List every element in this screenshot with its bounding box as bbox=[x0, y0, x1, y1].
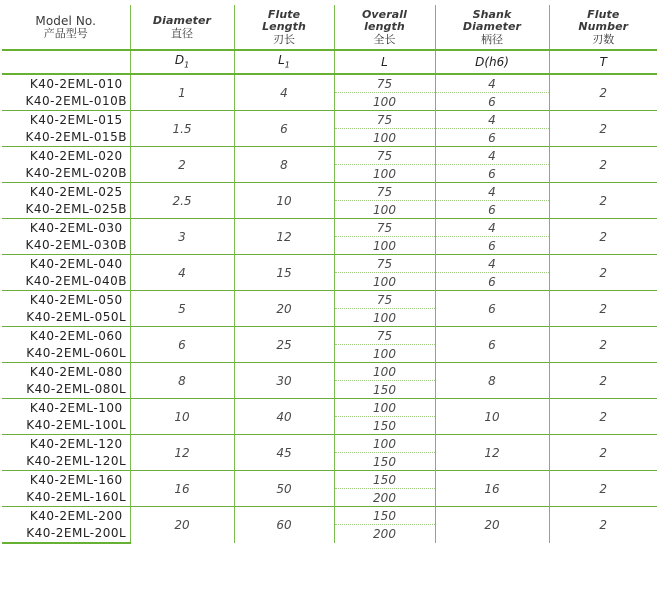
model-cell: K40-2EML-015B bbox=[25, 130, 127, 145]
header-flute-length-en1: Flute bbox=[267, 7, 301, 21]
header-shank-en1: Shank bbox=[472, 7, 512, 21]
diameter-cell: 2.5 bbox=[130, 183, 234, 219]
flute-length-cell: 12 bbox=[234, 219, 334, 255]
header-model bbox=[2, 5, 130, 50]
shank-cell: 6 bbox=[435, 327, 549, 363]
header-flute-number-en2: Number bbox=[578, 19, 629, 33]
header-flute-length-cn: 刃长 bbox=[273, 32, 295, 46]
overall-length-cell: 100 bbox=[334, 309, 435, 327]
flute-length-cell: 15 bbox=[234, 255, 334, 291]
shank-cell: 4 bbox=[435, 111, 549, 129]
overall-length-cell: 100 bbox=[334, 399, 435, 417]
overall-length-cell: 100 bbox=[334, 435, 435, 453]
shank-cell: 6 bbox=[435, 201, 549, 219]
model-cell: K40-2EML-010 bbox=[2, 74, 130, 93]
table-row bbox=[2, 327, 657, 345]
shank-cell: 4 bbox=[435, 147, 549, 165]
header-model-cn: 产品型号 bbox=[43, 26, 88, 40]
overall-length-cell: 100 bbox=[334, 93, 435, 111]
shank-cell: 16 bbox=[435, 471, 549, 507]
overall-length-cell: 100 bbox=[334, 363, 435, 381]
overall-length-cell: 75 bbox=[334, 74, 435, 93]
header-flute-number bbox=[549, 5, 657, 50]
header-shank-cn: 柄径 bbox=[481, 32, 503, 46]
symbol-overall-length: L bbox=[334, 50, 435, 74]
overall-length-cell: 150 bbox=[334, 471, 435, 489]
model-cell: K40-2EML-020B bbox=[25, 166, 127, 181]
model-cell: K40-2EML-030B bbox=[25, 238, 127, 253]
header-overall-length-en1: Overall bbox=[361, 7, 408, 21]
flute-number-cell: 2 bbox=[549, 183, 657, 219]
overall-length-cell: 150 bbox=[334, 381, 435, 399]
overall-length-cell: 75 bbox=[334, 219, 435, 237]
spec-table bbox=[2, 5, 657, 544]
shank-cell: 4 bbox=[435, 219, 549, 237]
overall-length-cell: 75 bbox=[334, 111, 435, 129]
header-shank-diameter bbox=[435, 5, 549, 50]
model-cell: K40-2EML-120L bbox=[26, 454, 127, 469]
overall-length-cell: 75 bbox=[334, 183, 435, 201]
overall-length-cell: 100 bbox=[334, 237, 435, 255]
shank-cell: 8 bbox=[435, 363, 549, 399]
overall-length-cell: 75 bbox=[334, 291, 435, 309]
model-cell: K40-2EML-025B bbox=[25, 202, 127, 217]
header-row bbox=[2, 5, 657, 50]
flute-length-cell: 45 bbox=[234, 435, 334, 471]
flute-length-cell: 10 bbox=[234, 183, 334, 219]
model-cell: K40-2EML-015 bbox=[2, 111, 130, 129]
symbol-flute-number: T bbox=[549, 50, 657, 74]
shank-cell: 4 bbox=[435, 183, 549, 201]
diameter-cell: 6 bbox=[130, 327, 234, 363]
model-cell: K40-2EML-100L bbox=[26, 418, 127, 433]
header-shank-en2: Diameter bbox=[462, 19, 522, 33]
model-cell: K40-2EML-050L bbox=[26, 310, 127, 325]
diameter-cell: 4 bbox=[130, 255, 234, 291]
header-flute-length bbox=[234, 5, 334, 50]
overall-length-cell: 100 bbox=[334, 129, 435, 147]
diameter-cell: 1 bbox=[130, 74, 234, 111]
flute-number-cell: 2 bbox=[549, 291, 657, 327]
flute-number-cell: 2 bbox=[549, 74, 657, 111]
shank-cell: 6 bbox=[435, 93, 549, 111]
header-flute-number-en1: Flute bbox=[587, 7, 620, 21]
header-diameter-en: Diameter bbox=[152, 13, 212, 27]
overall-length-cell: 75 bbox=[334, 327, 435, 345]
flute-number-cell: 2 bbox=[549, 111, 657, 147]
shank-cell: 6 bbox=[435, 237, 549, 255]
flute-length-cell: 60 bbox=[234, 507, 334, 543]
model-cell: K40-2EML-160 bbox=[2, 471, 130, 489]
table-row bbox=[2, 507, 657, 525]
overall-length-cell: 150 bbox=[334, 453, 435, 471]
overall-length-cell: 100 bbox=[334, 165, 435, 183]
table-row bbox=[2, 435, 657, 453]
overall-length-cell: 150 bbox=[334, 417, 435, 435]
header-flute-length-en2: Length bbox=[262, 19, 306, 33]
table-row bbox=[2, 183, 657, 201]
diameter-cell: 2 bbox=[130, 147, 234, 183]
flute-number-cell: 2 bbox=[549, 327, 657, 363]
overall-length-cell: 200 bbox=[334, 525, 435, 543]
shank-cell: 6 bbox=[435, 129, 549, 147]
header-overall-length bbox=[334, 5, 435, 50]
model-cell: K40-2EML-020 bbox=[2, 147, 130, 165]
flute-number-cell: 2 bbox=[549, 507, 657, 543]
diameter-cell: 1.5 bbox=[130, 111, 234, 147]
shank-cell: 6 bbox=[435, 291, 549, 327]
flute-length-cell: 50 bbox=[234, 471, 334, 507]
overall-length-cell: 75 bbox=[334, 255, 435, 273]
table-row bbox=[2, 399, 657, 417]
flute-number-cell: 2 bbox=[549, 363, 657, 399]
flute-number-cell: 2 bbox=[549, 219, 657, 255]
flute-length-cell: 8 bbox=[234, 147, 334, 183]
symbol-flute-length: $L_1$ bbox=[234, 50, 334, 74]
symbol-shank: D(h6) bbox=[435, 50, 549, 74]
model-cell: K40-2EML-100 bbox=[2, 399, 130, 417]
model-cell: K40-2EML-050 bbox=[2, 291, 130, 309]
overall-length-cell: 100 bbox=[334, 273, 435, 291]
header-diameter bbox=[130, 5, 234, 50]
symbol-model bbox=[2, 50, 130, 74]
symbol-row bbox=[2, 50, 657, 74]
diameter-cell: 16 bbox=[130, 471, 234, 507]
header-overall-length-en2: length bbox=[364, 19, 405, 33]
diameter-cell: 10 bbox=[130, 399, 234, 435]
model-cell: K40-2EML-080 bbox=[2, 363, 130, 381]
model-cell: K40-2EML-200L bbox=[2, 525, 130, 543]
header-diameter-cn: 直径 bbox=[171, 26, 193, 40]
flute-length-cell: 30 bbox=[234, 363, 334, 399]
flute-number-cell: 2 bbox=[549, 435, 657, 471]
table-row bbox=[2, 255, 657, 273]
shank-cell: 12 bbox=[435, 435, 549, 471]
flute-length-cell: 25 bbox=[234, 327, 334, 363]
model-cell: K40-2EML-060L bbox=[26, 346, 127, 361]
flute-length-cell: 6 bbox=[234, 111, 334, 147]
model-cell: K40-2EML-060 bbox=[2, 327, 130, 345]
shank-cell: 10 bbox=[435, 399, 549, 435]
table-row bbox=[2, 291, 657, 309]
shank-cell: 4 bbox=[435, 255, 549, 273]
diameter-cell: 5 bbox=[130, 291, 234, 327]
header-flute-number-cn: 刃数 bbox=[592, 32, 615, 46]
shank-cell: 4 bbox=[435, 74, 549, 93]
model-cell: K40-2EML-030 bbox=[2, 219, 130, 237]
table-row bbox=[2, 363, 657, 381]
flute-number-cell: 2 bbox=[549, 147, 657, 183]
symbol-diameter: $D_1$ bbox=[130, 50, 234, 74]
flute-length-cell: 40 bbox=[234, 399, 334, 435]
table-row bbox=[2, 471, 657, 489]
overall-length-cell: 100 bbox=[334, 345, 435, 363]
table-row bbox=[2, 74, 657, 93]
overall-length-cell: 75 bbox=[334, 147, 435, 165]
overall-length-cell: 150 bbox=[334, 507, 435, 525]
table-row bbox=[2, 111, 657, 129]
model-cell: K40-2EML-200 bbox=[2, 507, 130, 525]
diameter-cell: 20 bbox=[130, 507, 234, 543]
header-model-en: Model No. bbox=[35, 13, 97, 28]
model-cell: K40-2EML-010B bbox=[25, 94, 127, 109]
table-row bbox=[2, 147, 657, 165]
flute-length-cell: 20 bbox=[234, 291, 334, 327]
model-cell: K40-2EML-160L bbox=[26, 490, 127, 505]
shank-cell: 6 bbox=[435, 165, 549, 183]
flute-number-cell: 2 bbox=[549, 255, 657, 291]
flute-length-cell: 4 bbox=[234, 74, 334, 111]
diameter-cell: 3 bbox=[130, 219, 234, 255]
flute-number-cell: 2 bbox=[549, 471, 657, 507]
flute-number-cell: 2 bbox=[549, 399, 657, 435]
header-overall-length-cn: 全长 bbox=[373, 32, 396, 46]
shank-cell: 20 bbox=[435, 507, 549, 543]
diameter-cell: 8 bbox=[130, 363, 234, 399]
model-cell: K40-2EML-080L bbox=[26, 382, 127, 397]
model-cell: K40-2EML-040B bbox=[25, 274, 127, 289]
model-cell: K40-2EML-025 bbox=[2, 183, 130, 201]
shank-cell: 6 bbox=[435, 273, 549, 291]
overall-length-cell: 100 bbox=[334, 201, 435, 219]
overall-length-cell: 200 bbox=[334, 489, 435, 507]
model-cell: K40-2EML-040 bbox=[2, 255, 130, 273]
model-cell: K40-2EML-120 bbox=[2, 435, 130, 453]
table-row bbox=[2, 219, 657, 237]
diameter-cell: 12 bbox=[130, 435, 234, 471]
